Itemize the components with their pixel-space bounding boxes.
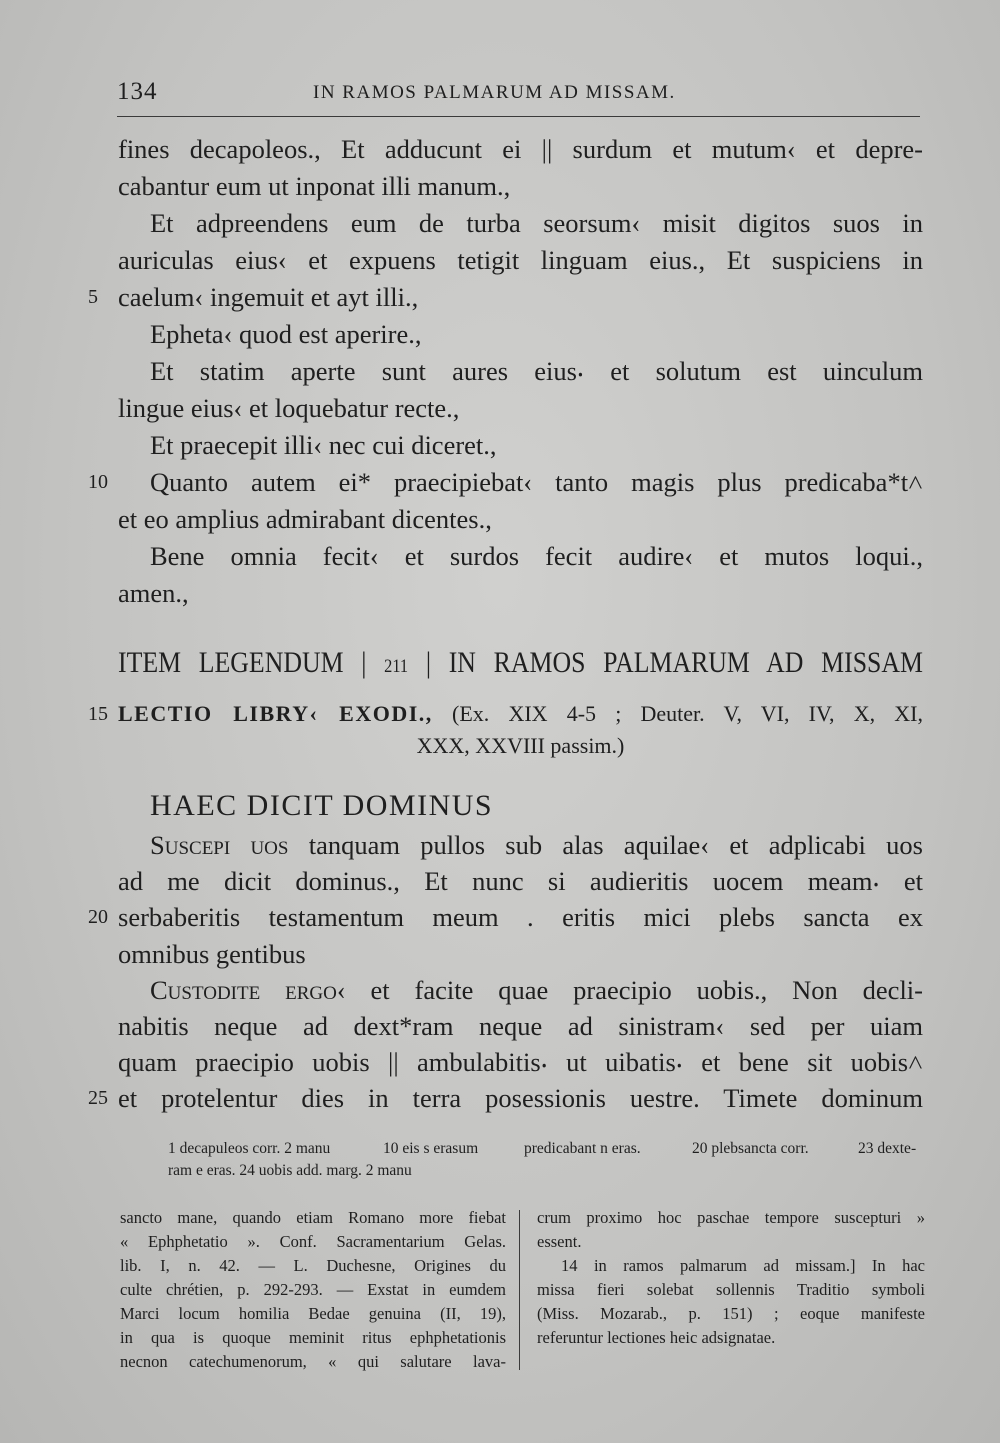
text-line: Et adpreendens eum de turba seorsum‹ misit digitos suos in — [150, 208, 923, 238]
commentary-line: « Ephphetatio ». Conf. Sacramentarium Gelas. — [120, 1232, 506, 1251]
text-line: serbaberitis testamentum meum . eritis mici plebs sancta ex — [118, 902, 923, 933]
running-title: IN RAMOS PALMARUM AD MISSAM. — [313, 82, 676, 103]
text-line — [150, 826, 923, 864]
footnote: 1 decapuleos corr. 2 manu — [168, 1140, 331, 1157]
text-line: Quanto autem ei* praecipiebat‹ tanto magis plus predicaba*t˄ — [150, 467, 923, 497]
lectio-reference: (Ex. XIX 4-5 ; Deuter. V, VI, IV, X, XI, — [452, 701, 924, 726]
lectio-heading: LECTIO LIBRY‹ EXODI., — [118, 701, 433, 726]
text-line: quam praecipio uobis || ambulabitis⸳ ut uibatis⸳ et bene sit uobis˄ — [118, 1047, 923, 1078]
footnote: 20 plebsancta corr. — [692, 1140, 809, 1157]
text-line-content: tanquam pullos sub alas aquilae‹ et adplicabi uos — [288, 830, 923, 860]
text-line: caelum‹ ingemuit et ayt illi., — [118, 282, 419, 312]
text-line: Et statim aperte sunt aures eius⸳ et solutum est uinculum — [150, 356, 923, 386]
footnote: 10 eis s erasum — [383, 1140, 479, 1157]
commentary-line: lib. I, n. 42. — L. Duchesne, Origines du — [120, 1256, 506, 1275]
page-header — [117, 78, 920, 108]
commentary-line: crum proximo hoc paschae tempore suscepturi » — [537, 1208, 925, 1227]
text-line: et protelentur dies in terra posessionis uestre. Timete dominum — [118, 1083, 923, 1114]
commentary-line: sancto mane, quando etiam Romano more fiebat — [120, 1208, 506, 1227]
text-line: fines decapoleos., Et adducunt ei || surdum et mutum‹ et depre- — [118, 134, 923, 164]
heading-folio: 211 — [384, 656, 409, 677]
text-line: lingue eius‹ et loquebatur recte., — [118, 393, 460, 423]
heading-right: | IN RAMOS PALMARUM AD MISSAM — [425, 646, 923, 679]
lectio-title — [118, 698, 923, 730]
small-caps-lead: Custodite ergo — [150, 974, 337, 1005]
commentary-line: (Miss. Mozarab., p. 151) ; eoque manifeste — [537, 1304, 925, 1323]
text-line — [150, 971, 923, 1009]
haec-dicit-heading: HAEC DICIT DOMINUS — [150, 789, 494, 822]
footnote: 23 dexte- — [858, 1140, 917, 1157]
section-heading — [118, 643, 923, 687]
text-line: auriculas eius‹ et expuens tetigit linguam eius., Et suspiciens in — [118, 245, 923, 275]
commentary-line: 14 in ramos palmarum ad missam.] In hac — [561, 1256, 925, 1275]
text-line: et eo amplius admirabant dicentes., — [118, 504, 492, 534]
line-number: 25 — [88, 1087, 108, 1110]
text-line-content: ‹ et facite quae praecipio uobis., Non decli- — [336, 974, 923, 1005]
commentary-left-column — [120, 1206, 506, 1374]
text-line: amen., — [118, 578, 189, 608]
line-number: 20 — [88, 906, 108, 929]
text-line: cabantur eum ut inponat illi manum., — [118, 171, 511, 201]
footnote: predicabant n eras. — [524, 1140, 641, 1157]
footnote-line: ram e eras. 24 uobis add. marg. 2 manu — [168, 1162, 412, 1179]
commentary-line: Marci locum homilia Bedae genuina (II, 19), — [120, 1304, 506, 1323]
commentary-line: essent. — [537, 1232, 582, 1251]
text-line: Et praecepit illi‹ nec cui diceret., — [150, 430, 497, 460]
text-line: nabitis neque ad dext*ram neque ad sinistram‹ sed per uiam — [118, 1011, 923, 1041]
text-line: omnibus gentibus — [118, 938, 306, 969]
text-line: Epheta‹ quod est aperire., — [150, 319, 422, 349]
line-number: 10 — [88, 471, 108, 493]
small-caps-lead: Suscepi uos — [150, 830, 289, 860]
footnote-line — [168, 1138, 923, 1160]
header-rule — [117, 116, 920, 117]
commentary-line: missa fieri solebat sollennis Traditio symboli — [537, 1280, 925, 1299]
commentary-line: in qua is quoque meminit ritus ephphetationis — [120, 1328, 506, 1347]
commentary-line: referuntur lectiones heic adsignatae. — [537, 1328, 776, 1347]
line-number: 5 — [88, 286, 98, 308]
text-line: ad me dicit dominus., Et nunc si audieritis uocem meam⸳ et — [118, 866, 923, 897]
line-number: 15 — [88, 703, 108, 725]
commentary-line: culte chrétien, p. 292-293. — Exstat in eumdem — [120, 1280, 506, 1299]
heading-left: ITEM LEGENDUM | — [118, 646, 367, 679]
text-line: Bene omnia fecit‹ et surdos fecit audire‹ et mutos loqui., — [150, 541, 923, 571]
commentary-right-column — [537, 1206, 925, 1350]
lectio-reference-cont: XXX, XXVIII passim.) — [416, 733, 625, 758]
column-divider — [519, 1210, 520, 1370]
commentary-line: necnon catechumenorum, « qui salutare lava- — [120, 1352, 506, 1371]
page-number: 134 — [117, 78, 158, 105]
